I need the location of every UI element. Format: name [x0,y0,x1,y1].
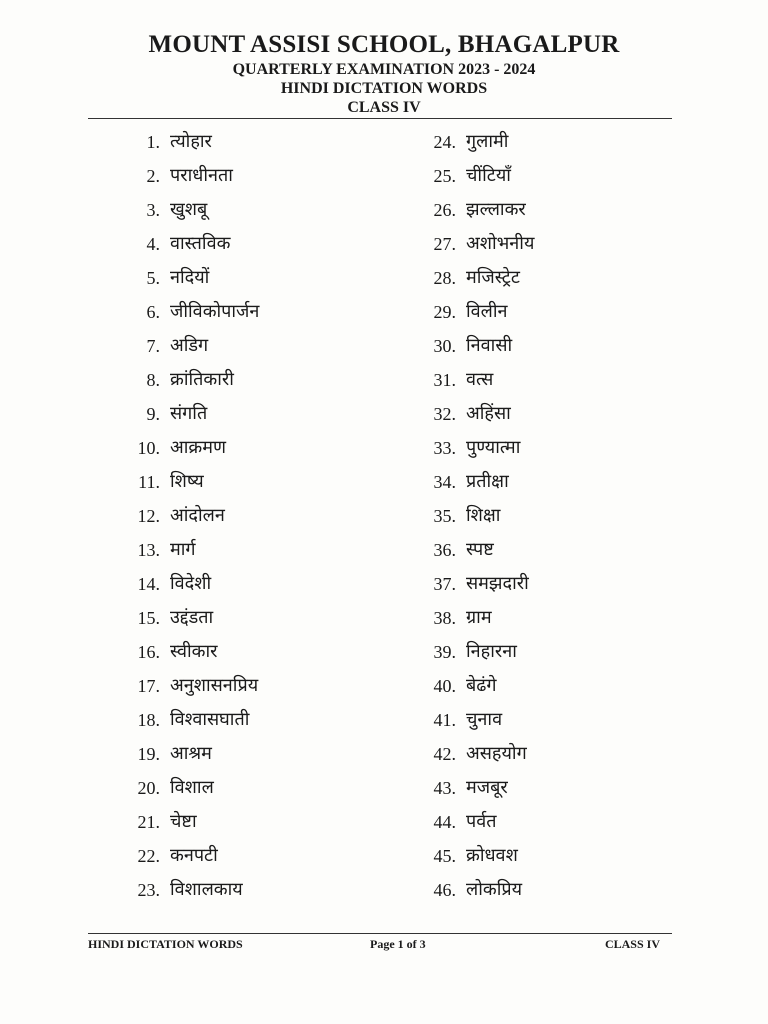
item-number: 32. [433,404,456,424]
item-number: 39. [433,642,456,662]
list-item [100,669,259,703]
exam-title: QUARTERLY EXAMINATION 2023 - 2024 [232,61,536,78]
item-number: 14. [137,574,160,594]
list-item [410,261,534,295]
hindi-word: ग्राम [466,607,492,628]
list-item [410,737,534,771]
item-number: 7. [146,336,160,356]
item-number: 27. [433,234,456,254]
item-number: 33. [433,438,456,458]
subject-title: HINDI DICTATION WORDS [280,80,488,97]
item-number: 24. [433,132,456,152]
hindi-word: स्पष्ट [466,539,494,560]
item-number: 20. [137,778,160,798]
hindi-word: समझदारी [466,573,529,594]
list-item [100,261,259,295]
list-item [100,431,259,465]
list-item [100,295,259,329]
hindi-word: आक्रमण [170,437,226,458]
item-number: 3. [146,200,160,220]
hindi-word: निहारना [466,641,517,662]
word-list-left [100,125,259,907]
item-number: 37. [433,574,456,594]
list-item [100,465,259,499]
item-number: 22. [137,846,160,866]
hindi-word: चुनाव [466,709,503,730]
list-item [410,397,534,431]
list-item [410,363,534,397]
hindi-word: पुण्यात्मा [466,437,521,458]
list-item [100,533,259,567]
item-number: 1. [146,132,160,152]
class-title: CLASS IV [347,99,421,116]
hindi-word: अनुशासनप्रिय [170,675,259,696]
list-item [410,499,534,533]
word-list-right [410,125,534,907]
list-item [410,703,534,737]
list-item [100,635,259,669]
list-item [100,227,259,261]
list-item [100,363,259,397]
hindi-word: प्रतीक्षा [466,471,509,492]
footer-class: CLASS IV [604,937,660,951]
item-number: 17. [137,676,160,696]
list-item [100,805,259,839]
list-item [410,465,534,499]
item-number: 42. [433,744,456,764]
item-number: 10. [137,438,160,458]
hindi-word: आश्रम [170,743,212,764]
footer-page-number: Page 1 of 3 [370,937,426,951]
item-number: 13. [137,540,160,560]
hindi-word: पर्वत [466,811,497,832]
list-item [410,873,534,907]
hindi-word: कनपटी [170,845,218,866]
item-number: 9. [146,404,160,424]
footer-divider [88,933,672,934]
list-item [410,227,534,261]
hindi-word: झल्लाकर [466,199,526,220]
list-item [410,669,534,703]
item-number: 40. [433,676,456,696]
hindi-word: निवासी [466,335,513,356]
hindi-word: पराधीनता [170,165,233,186]
hindi-word: उद्दंडता [170,607,214,628]
item-number: 44. [433,812,456,832]
hindi-word: शिक्षा [466,505,501,526]
list-item [410,601,534,635]
hindi-word: संगति [170,403,208,424]
list-item [410,635,534,669]
list-item [410,567,534,601]
item-number: 15. [137,608,160,628]
list-item [100,329,259,363]
hindi-word: मजिस्ट्रेट [466,267,520,288]
item-number: 19. [137,744,160,764]
hindi-word: अशोभनीय [466,233,535,254]
list-item [410,295,534,329]
hindi-word: असहयोग [466,743,527,764]
list-item [100,499,259,533]
list-item [410,533,534,567]
list-item [100,737,259,771]
list-item [100,125,259,159]
hindi-word: क्रांतिकारी [170,369,234,390]
list-item [100,771,259,805]
hindi-word: क्रोधवश [466,845,518,866]
hindi-word: वत्स [466,369,494,390]
list-item [410,771,534,805]
item-number: 18. [137,710,160,730]
item-number: 43. [433,778,456,798]
list-item [410,125,534,159]
hindi-word: शिष्य [170,471,204,492]
item-number: 25. [433,166,456,186]
hindi-word: बेढंगे [466,675,497,696]
list-item [100,159,259,193]
item-number: 4. [146,234,160,254]
list-item [100,601,259,635]
school-name: MOUNT ASSISI SCHOOL, BHAGALPUR [148,31,620,58]
item-number: 23. [137,880,160,900]
hindi-word: विलीन [466,301,508,322]
hindi-word: नदियों [170,267,210,288]
list-item [410,431,534,465]
list-item [410,159,534,193]
item-number: 31. [433,370,456,390]
list-item [100,839,259,873]
hindi-word: गुलामी [466,131,509,152]
hindi-word: जीविकोपार्जन [170,301,260,322]
hindi-word: विदेशी [170,573,212,594]
list-item [410,805,534,839]
document-header [0,30,768,117]
item-number: 35. [433,506,456,526]
item-number: 45. [433,846,456,866]
hindi-word: लोकप्रिय [466,879,523,900]
hindi-word: त्योहार [170,131,212,152]
list-item [100,397,259,431]
item-number: 12. [137,506,160,526]
item-number: 41. [433,710,456,730]
list-item [100,567,259,601]
footer-subject: HINDI DICTATION WORDS [88,937,243,951]
hindi-word: वास्तविक [170,233,231,254]
list-item [410,839,534,873]
item-number: 16. [137,642,160,662]
list-item [410,329,534,363]
hindi-word: मार्ग [170,539,196,560]
item-number: 21. [137,812,160,832]
item-number: 8. [146,370,160,390]
item-number: 26. [433,200,456,220]
item-number: 6. [146,302,160,322]
item-number: 29. [433,302,456,322]
header-divider [88,118,672,119]
item-number: 38. [433,608,456,628]
hindi-word: अहिंसा [466,403,511,424]
hindi-word: विशालकाय [170,879,243,900]
list-item [100,703,259,737]
hindi-word: चींटियाँ [466,165,511,186]
list-item [100,193,259,227]
hindi-word: आंदोलन [170,505,225,526]
hindi-word: अडिग [170,335,209,356]
hindi-word: स्वीकार [170,641,218,662]
hindi-word: विशाल [170,777,214,798]
hindi-word: खुशबू [170,199,208,220]
item-number: 34. [433,472,456,492]
item-number: 46. [433,880,456,900]
item-number: 11. [138,472,160,492]
list-item [410,193,534,227]
list-item [100,873,259,907]
item-number: 28. [433,268,456,288]
hindi-word: विश्वासघाती [170,709,250,730]
item-number: 2. [146,166,160,186]
item-number: 36. [433,540,456,560]
item-number: 30. [433,336,456,356]
item-number: 5. [146,268,160,288]
hindi-word: चेष्टा [170,811,197,832]
hindi-word: मजबूर [466,777,508,798]
